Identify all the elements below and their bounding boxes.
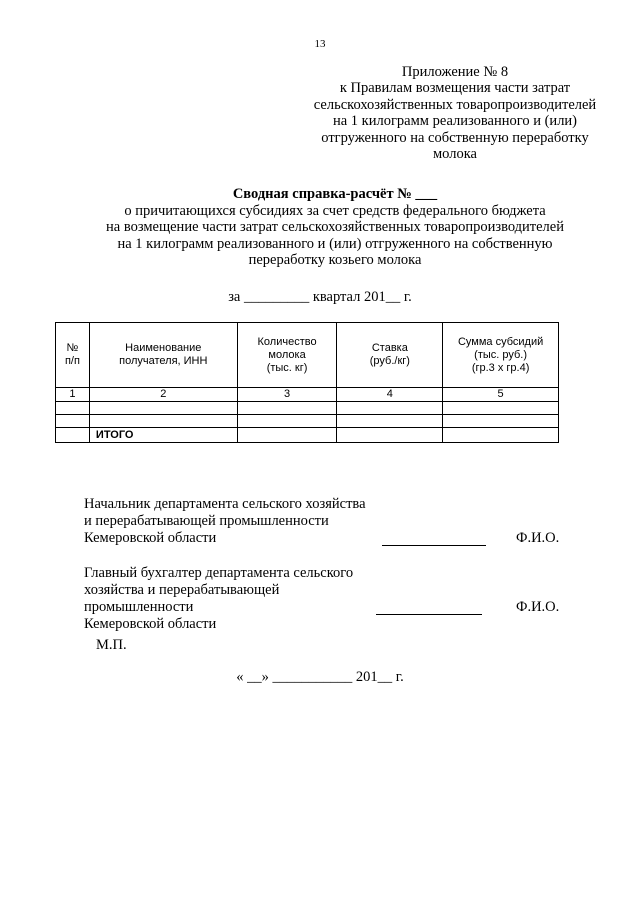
table-cell [337,415,443,428]
signatory-fio: Ф.И.О. [516,530,560,546]
header-text: молока [268,348,306,361]
header-text: Количество [257,335,317,348]
appendix-line: к Правилам возмещения части затрат [339,80,571,97]
reporting-period: за _________ квартал 201__ г. [228,289,412,305]
header-rate [337,323,443,388]
stamp-place: М.П. [96,637,127,653]
table-cell [56,415,90,428]
table-cell [56,402,90,415]
signatory-title-line: хозяйства и перерабатывающей промышленности [84,582,280,615]
table-cell [89,415,237,428]
table-row [56,402,559,415]
header-text: (тыс. руб.) [474,348,528,361]
title-line: переработку козьего молока [248,252,422,269]
column-number: 4 [337,388,443,402]
appendix-line: отгруженного на собственную переработку [321,129,589,146]
table-row [56,415,559,428]
subsidy-table [55,322,559,443]
column-number: 5 [443,388,559,402]
header-text: п/п [64,355,80,367]
column-number: 1 [56,388,90,402]
signature-line [382,545,486,546]
table-cell [443,415,559,428]
table-cell [337,428,443,443]
header-recipient [89,323,237,388]
signatory-title-line: Кемеровской области [84,530,217,546]
table-cell [56,428,90,443]
page-number: 13 [314,38,326,50]
total-row [56,428,559,443]
table-cell [237,428,337,443]
signatory-title-line: и перерабатывающей промышленности [84,513,329,529]
header-text: Наименование [125,342,202,354]
table-cell [237,415,337,428]
document-title-block [40,186,630,269]
column-number: 3 [237,388,337,402]
table-cell [237,402,337,415]
header-text: (гр.3 х гр.4) [471,361,530,374]
header-text: (тыс. кг) [266,361,308,374]
document-heading: Сводная справка-расчёт № ___ [232,186,438,202]
document-date: « __» ___________ 201__ г. [236,669,404,685]
header-text: (руб./кг) [369,355,410,367]
header-text: № [66,342,79,354]
signature-line [376,614,482,615]
header-number [56,323,90,388]
header-text: Сумма субсидий [457,335,544,348]
table-cell [443,402,559,415]
table-cell [443,428,559,443]
signature-block-head [84,496,384,547]
header-text: Ставка [371,342,408,354]
header-subsidy-sum [443,323,559,388]
header-text: получателя, ИНН [119,355,208,367]
table-header-row [56,323,559,388]
signatory-title-line: Главный бухгалтер департамента сельского [84,565,354,581]
appendix-note [270,64,640,162]
appendix-line: сельскохозяйственных товаропроизводителей [313,96,597,113]
total-label: ИТОГО [89,428,237,443]
title-line: на 1 килограмм реализованного и (или) отгруженного на собственную [117,235,553,252]
signature-block-accountant [84,565,384,633]
title-line: о причитающихся субсидиях за счет средств федерального бюджета [124,202,546,219]
header-quantity [237,323,337,388]
signatory-title-line: Кемеровской области [84,616,217,632]
table-cell [89,402,237,415]
column-number: 2 [89,388,237,402]
signatory-title-line: Начальник департамента сельского хозяйства [84,496,366,512]
title-line: на возмещение части затрат сельскохозяйственных товаропроизводителей [106,219,564,236]
signatory-fio: Ф.И.О. [516,599,560,615]
appendix-line: молока [433,146,477,163]
appendix-line: Приложение № 8 [401,64,509,80]
table-cell [337,402,443,415]
appendix-line: на 1 килограмм реализованного и (или) [332,113,578,130]
column-number-row [56,388,559,402]
